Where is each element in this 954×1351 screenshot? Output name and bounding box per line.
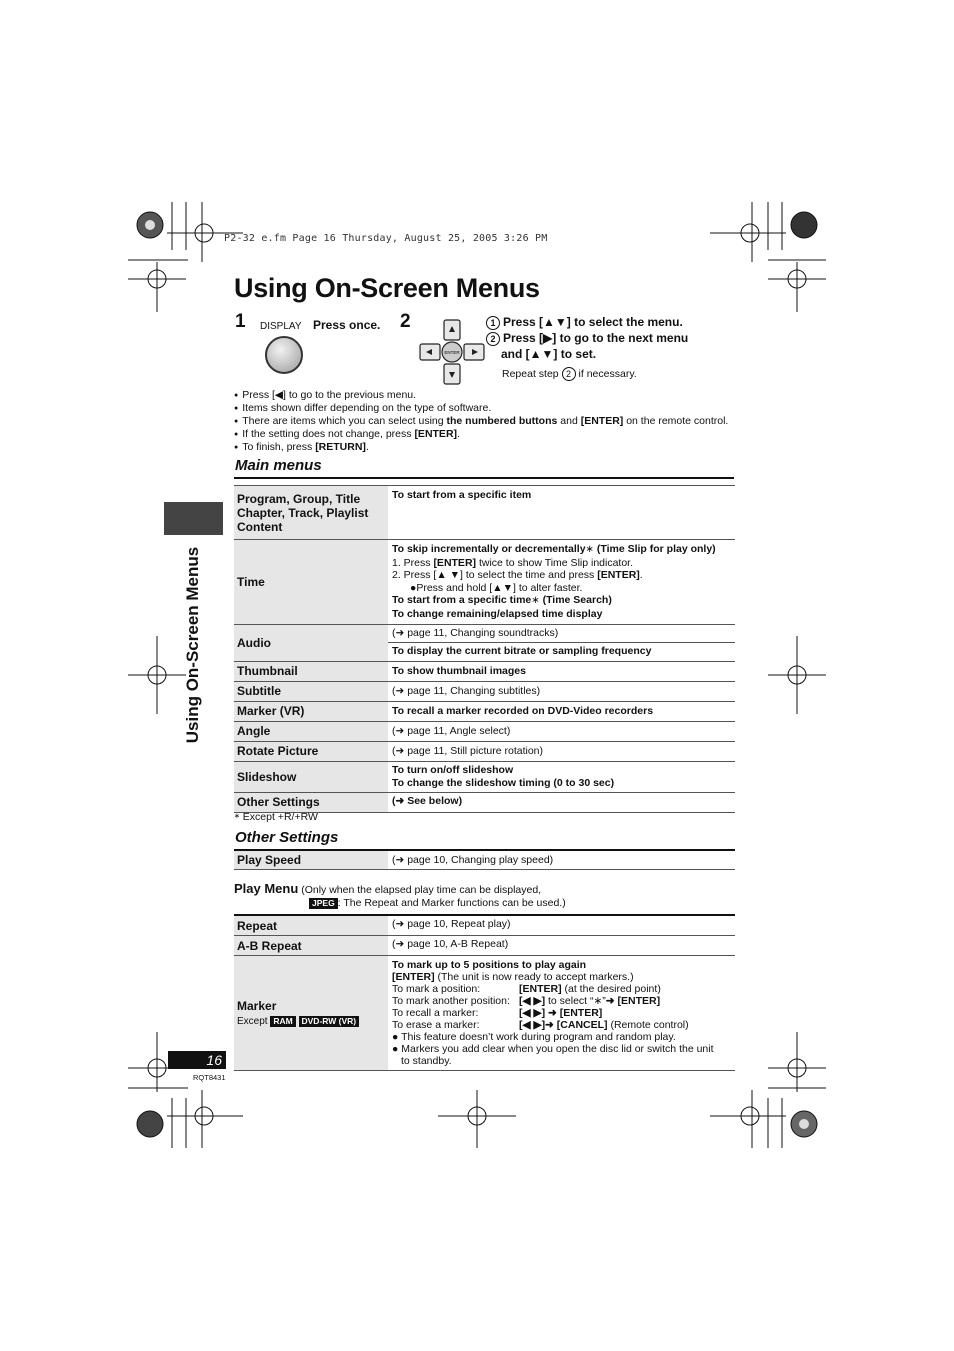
main-menus-rule	[234, 477, 734, 479]
ram-tag: RAM	[270, 1016, 295, 1027]
document-code: RQT8431	[193, 1073, 226, 1082]
table-row	[234, 540, 735, 625]
audio-label: Audio	[234, 624, 388, 661]
table-row	[234, 486, 735, 540]
display-button-icon	[265, 336, 303, 374]
other-settings-value: (➜ See below)	[388, 792, 735, 812]
side-tab-block	[164, 502, 223, 535]
marker-vr-label: Marker (VR)	[234, 701, 388, 721]
table-row	[234, 741, 735, 761]
file-info: P2-32 e.fm Page 16 Thursday, August 25, 2005 3:26 PM	[224, 233, 548, 244]
repeat-value: (➜ page 10, Repeat play)	[388, 915, 735, 936]
ab-repeat-value: (➜ page 10, A-B Repeat)	[388, 936, 735, 956]
note-numbered-buttons: ● There are items which you can select using the numbered buttons and [ENTER] on the remote control.	[234, 415, 728, 428]
play-speed-value: (➜ page 10, Changing play speed)	[388, 850, 735, 870]
note-previous-menu: ● Press [◀] to go to the previous menu.	[234, 389, 728, 402]
time-label: Time	[234, 540, 388, 625]
rotate-picture-value: (➜ page 11, Still picture rotation)	[388, 741, 735, 761]
play-speed-label: Play Speed	[234, 850, 388, 870]
repeat-step-note: Repeat step 2 if necessary.	[502, 368, 637, 380]
table-row	[234, 761, 735, 792]
dpad-icon	[419, 319, 485, 385]
page-title: Using On-Screen Menus	[234, 273, 540, 303]
note-finish: ● To finish, press [RETURN].	[234, 441, 728, 454]
page-number: 16	[168, 1051, 226, 1069]
dvd-rw-vr-tag: DVD-RW (VR)	[299, 1016, 360, 1027]
program-label: Program, Group, Title Chapter, Track, Playlist Content	[234, 486, 388, 540]
table-row	[234, 915, 735, 936]
table-row	[234, 624, 735, 661]
table-row	[234, 681, 735, 701]
notes-list	[234, 389, 728, 454]
table-row	[234, 850, 735, 870]
program-value: To start from a specific item	[388, 486, 735, 540]
other-settings-label: Other Settings	[234, 792, 388, 812]
table-row	[234, 701, 735, 721]
table-row	[234, 956, 735, 1071]
time-value: To skip incrementally or decrementally∗ (Time Slip for play only) 1. Press [ENTER] twice to show Time Slip indicator. 2. Press [▲ ▼] to select the time and press [ENTER]. ●Press and hold [▲▼] to alter faster. To start from a specific time∗ (Time Search) To change remaining/elapsed time display	[388, 540, 735, 625]
marker-label-cell	[234, 956, 388, 1071]
other-settings-table	[234, 849, 735, 870]
display-button-label: DISPLAY	[260, 321, 302, 332]
marker-vr-value: To recall a marker recorded on DVD-Video recorders	[388, 701, 735, 721]
main-menus-table	[234, 485, 735, 813]
step-1-instruction: Press once.	[313, 318, 381, 332]
marker-except: Except RAM DVD-RW (VR)	[237, 1016, 385, 1027]
side-tab-label: Using On-Screen Menus	[183, 546, 202, 744]
step-1-number: 1	[235, 311, 246, 332]
footnote: ∗ Except +R/+RW	[234, 811, 318, 823]
note-setting-no-change: ● If the setting does not change, press [ENTER].	[234, 428, 728, 441]
table-row	[234, 661, 735, 681]
thumbnail-value: To show thumbnail images	[388, 661, 735, 681]
audio-value: (➜ page 11, Changing soundtracks) To display the current bitrate or sampling frequency	[388, 624, 735, 661]
angle-value: (➜ page 11, Angle select)	[388, 721, 735, 741]
play-menu-jpeg-note: JPEG : The Repeat and Marker functions can be used.)	[309, 897, 566, 909]
thumbnail-label: Thumbnail	[234, 661, 388, 681]
slideshow-label: Slideshow	[234, 761, 388, 792]
subtitle-label: Subtitle	[234, 681, 388, 701]
marker-value: To mark up to 5 positions to play again [ENTER] (The unit is now ready to accept markers.) To mark a position: [ENTER] (at the desired point) To mark another position: [◀ ▶] to select “∗”➜ [ENTER] To recall a marker: [◀ ▶] ➜ [ENTER] To erase a marker: [◀ ▶]➜ [CANCEL] (Remote control) ● This feature doesn’t work during program and random play. ● Markers you add clear when you open the disc lid or switch the unit to standby.	[388, 956, 735, 1071]
table-row	[234, 792, 735, 812]
step-2-instructions: 1 Press [▲▼] to select the menu. 2 Press [▶] to go to the next menu and [▲▼] to set.	[486, 314, 688, 362]
main-menus-heading: Main menus	[235, 457, 322, 474]
repeat-label: Repeat	[234, 915, 388, 936]
enter-key-label: ENTER	[444, 350, 460, 355]
jpeg-tag: JPEG	[309, 898, 338, 909]
subtitle-value: (➜ page 11, Changing subtitles)	[388, 681, 735, 701]
slideshow-value: To turn on/off slideshow To change the slideshow timing (0 to 30 sec)	[388, 761, 735, 792]
angle-label: Angle	[234, 721, 388, 741]
play-menu-heading: Play Menu	[234, 881, 299, 896]
note-items-differ: ● Items shown differ depending on the type of software.	[234, 402, 728, 415]
marker-label: Marker	[237, 999, 277, 1013]
ab-repeat-label: A-B Repeat	[234, 936, 388, 956]
step-2-number: 2	[400, 311, 411, 332]
table-row	[234, 936, 735, 956]
play-menu-intro: Play Menu (Only when the elapsed play time can be displayed,	[234, 881, 542, 896]
table-row	[234, 721, 735, 741]
other-settings-heading: Other Settings	[235, 829, 339, 846]
play-menu-table	[234, 914, 735, 1071]
rotate-picture-label: Rotate Picture	[234, 741, 388, 761]
